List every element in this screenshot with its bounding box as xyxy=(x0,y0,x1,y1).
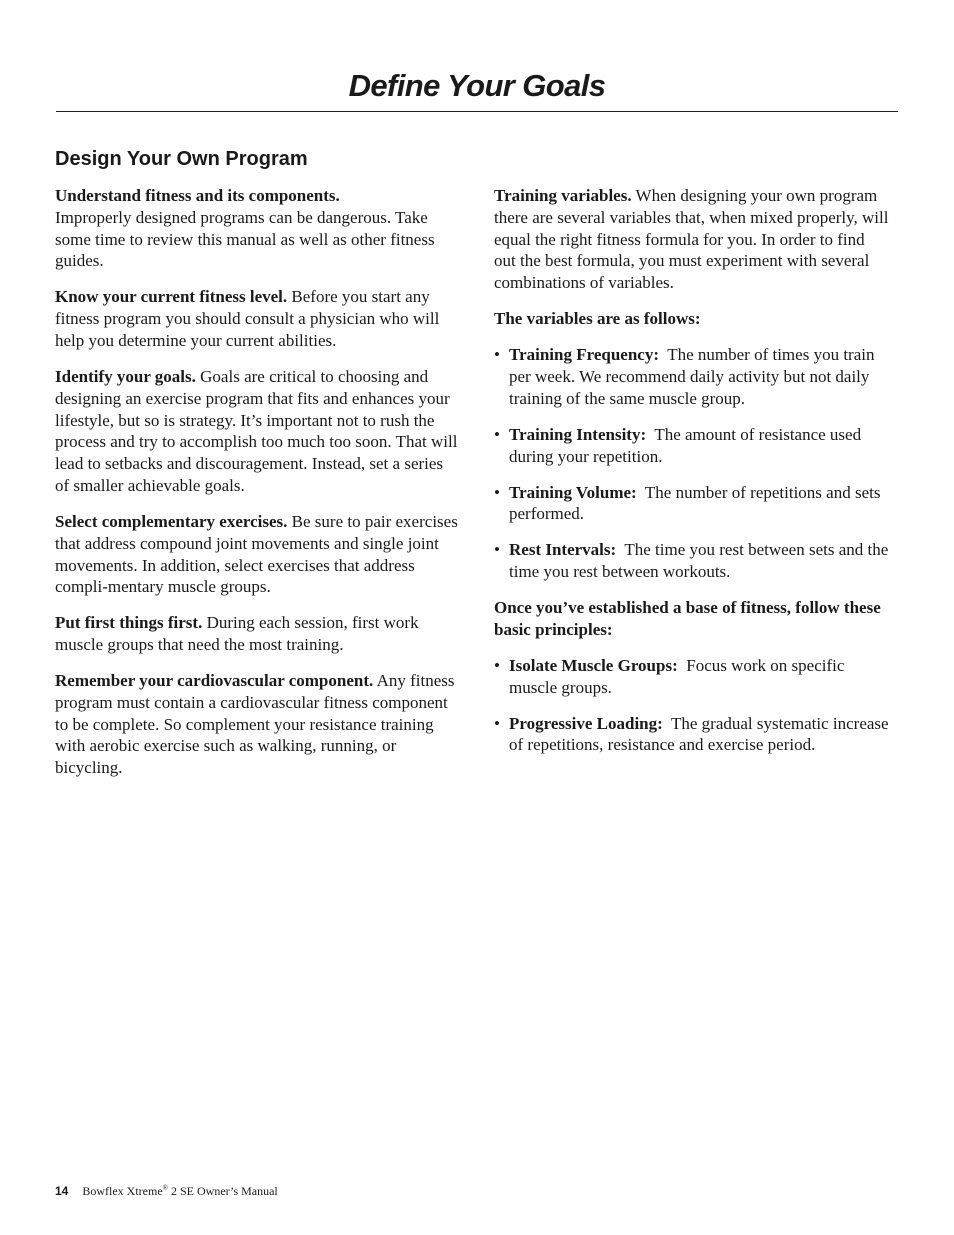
registered-mark: ® xyxy=(162,1184,168,1192)
paragraph-cardiovascular xyxy=(55,670,460,779)
paragraph-lead: Remember your cardiovascular component. xyxy=(55,671,374,691)
item-lead: Progressive Loading: xyxy=(509,713,663,733)
paragraph-lead: Know your current fitness level. xyxy=(55,287,288,307)
item-lead: Training Volume: xyxy=(509,482,637,502)
paragraph-lead: Identify your goals. xyxy=(55,366,196,386)
principles-heading: Once you’ve established a base of fitness, follow these basic principles: xyxy=(494,598,881,639)
paragraph-body: Be sure to pair exercises that address compound joint movements and single joint movements. In addition, select exercises that address compli-mentary muscle groups. xyxy=(55,511,458,597)
page-title: Define Your Goals xyxy=(348,68,606,103)
manual-brand: Bowflex Xtreme xyxy=(82,1184,163,1198)
paragraph-lead: Training variables. xyxy=(494,186,632,205)
list-item xyxy=(494,482,889,526)
paragraph-lead: Understand fitness and its components. xyxy=(55,186,340,205)
paragraph-identify-goals xyxy=(55,366,460,497)
item-lead: Training Frequency: xyxy=(509,345,660,365)
manual-name: 2 SE Owner’s Manual xyxy=(168,1184,278,1198)
page-footer xyxy=(55,1180,278,1199)
variables-list xyxy=(494,344,889,583)
list-item xyxy=(494,344,889,409)
paragraph-body: During each session, first work muscle groups that need the most training. xyxy=(55,613,419,655)
page-number: 14 xyxy=(55,1184,69,1198)
paragraph-training-variables xyxy=(494,185,889,294)
title-divider xyxy=(56,111,898,112)
list-item xyxy=(494,713,889,757)
item-lead: Training Intensity: xyxy=(509,424,647,444)
paragraph-lead: Select complementary exercises. xyxy=(55,511,288,531)
bullet-icon: • xyxy=(494,345,500,365)
paragraph-understand-fitness xyxy=(55,185,460,272)
bullet-icon: • xyxy=(494,713,500,733)
item-body: The amount of resistance used during your repetition. xyxy=(509,424,862,466)
left-column xyxy=(55,185,460,793)
paragraph-lead: Put first things first. xyxy=(55,613,203,633)
bullet-icon: • xyxy=(494,540,500,560)
item-body: The gradual systematic increase of repetitions, resistance and exercise period. xyxy=(509,713,889,755)
item-lead: Rest Intervals: xyxy=(509,540,617,560)
item-body: The number of repetitions and sets performed. xyxy=(509,482,881,524)
bullet-icon: • xyxy=(494,482,500,502)
variables-heading: The variables are as follows: xyxy=(494,309,701,329)
item-lead: Isolate Muscle Groups: xyxy=(509,655,678,675)
list-item xyxy=(494,655,889,699)
paragraph-body: Improperly designed programs can be dangerous. Take some time to review this manual as well as other fitness guides. xyxy=(55,207,435,271)
paragraph-first-things xyxy=(55,612,460,656)
right-column xyxy=(494,185,889,770)
principles-list xyxy=(494,655,889,756)
section-heading: Design Your Own Program xyxy=(55,148,308,170)
paragraph-body: Goals are critical to choosing and designing an exercise program that fits and enhances your lifestyle, but so is strategy. It’s important not to rush the process and try to accomplish too much too soon. That will lead to setbacks and discouragement. Instead, set a series of smaller achievable goals. xyxy=(55,366,458,495)
item-body: The number of times you train per week. We recommend daily activity but not daily training of the same muscle group. xyxy=(509,345,875,408)
paragraph-current-fitness xyxy=(55,286,460,351)
paragraph-complementary-exercises xyxy=(55,511,460,598)
paragraph-body: When designing your own program there are several variables that, when mixed properly, will equal the right fitness formula for you. In order to find out the best formula, you must experiment with several combinations of variables. xyxy=(494,186,889,293)
paragraph-body: Any fitness program must contain a cardiovascular fitness component to be complete. So complement your resistance training with aerobic exercise such as walking, running, or bicycling. xyxy=(55,671,455,778)
list-item xyxy=(494,424,889,468)
item-body: Focus work on specific muscle groups. xyxy=(509,655,845,697)
paragraph-body: Before you start any fitness program you should consult a physician who will help you determine your current abilities. xyxy=(55,287,440,350)
bullet-icon: • xyxy=(494,424,500,444)
bullet-icon: • xyxy=(494,655,500,675)
item-body: The time you rest between sets and the time you rest between workouts. xyxy=(509,540,889,582)
list-item xyxy=(494,539,889,583)
